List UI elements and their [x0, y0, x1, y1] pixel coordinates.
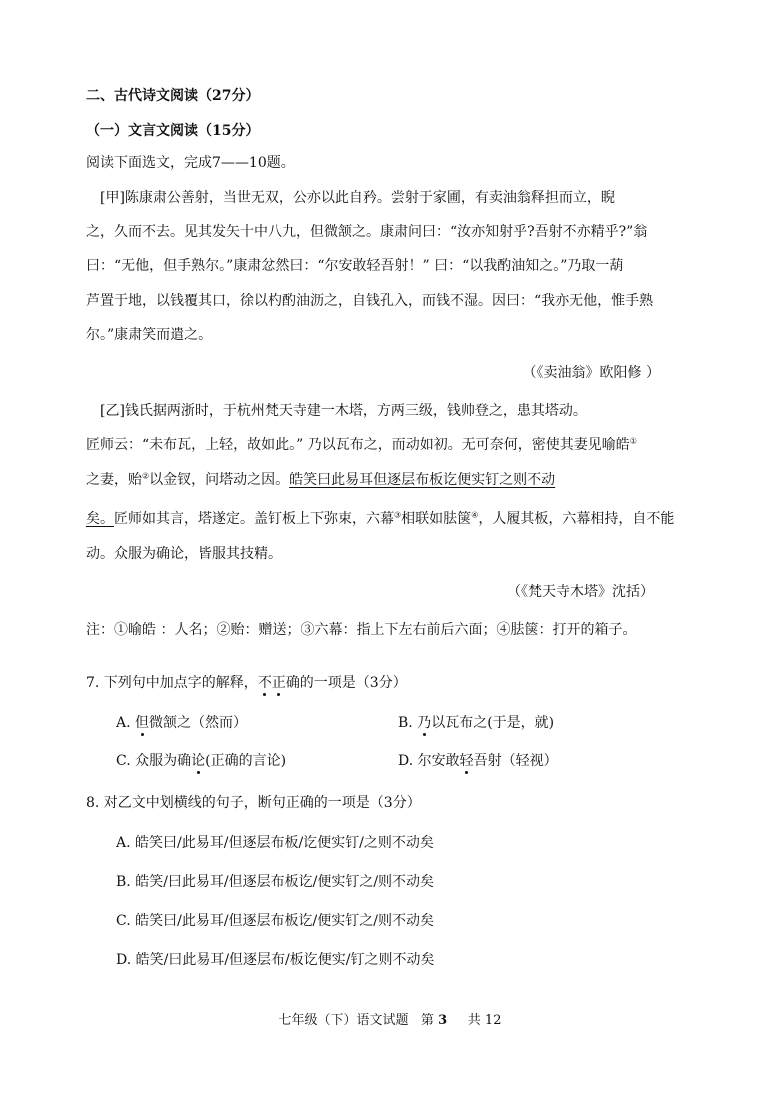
option-text: D. 尔安敢: [398, 753, 460, 769]
dotted-char: 轻: [459, 753, 474, 769]
instruction: 阅读下面选文，完成7——10题。: [86, 155, 295, 171]
passage-b-text: ，人履其板，六幕相持，自不能: [478, 511, 675, 527]
note-marker-3: ③: [394, 510, 402, 520]
option-text: (正确的言论): [205, 753, 287, 769]
note-marker-2: ②: [142, 471, 150, 481]
underlined-sentence-end: 矣。: [86, 511, 114, 527]
option-text: C. 众服为确: [116, 753, 192, 769]
footer-label: 七年级（下）语文试题: [278, 1013, 409, 1028]
question-8-stem: 8. 对乙文中划横线的句子，断句正确的一项是（3分）: [86, 795, 421, 811]
note-marker-4: ④: [471, 510, 479, 520]
q7-stem-text: 7. 下列句中加点字的解释，: [86, 675, 258, 691]
passage-a-source: （《卖油翁》欧阳修 ）: [522, 365, 660, 381]
annotations: 注：①喻皓 ：人名；②贻：赠送；③六幕：指上下左右前后六面；④胠箧：打开的箱子。: [86, 622, 637, 638]
passage-b-line: [乙]钱氏据两浙时，于杭州梵天寺建一木塔，方两三级，钱帅登之，患其塔动。: [100, 403, 587, 419]
passage-b-text: 相联如胠箧: [401, 511, 472, 527]
option-text: 微颔之（然而）: [149, 715, 248, 731]
page-footer: [0, 1012, 780, 1030]
dotted-char: 但: [135, 715, 150, 731]
passage-b-text: 匠师如其言，塔遂定。盖钉板上下弥束，六幕: [114, 511, 394, 527]
q7-option-a: [116, 713, 247, 733]
passage-b-line: 动。众服为确论，皆服其技精。: [86, 546, 282, 562]
question-7-stem: [86, 673, 407, 693]
dotted-char: 乃: [417, 715, 432, 731]
passage-b-text: 匠师云：“未布瓦，上轻，故如此。” 乃以瓦布之，而动如初。无可奈何，密使其妻见喻皓: [86, 437, 630, 453]
q7-stem-text: 确的一项是（3分）: [285, 675, 407, 691]
option-text: B.: [398, 715, 418, 731]
passage-b-line: [86, 435, 637, 455]
underlined-sentence: 皓笑曰此易耳但逐层布板讫便实钉之则不动: [289, 472, 556, 488]
q8-option-c: C. 皓笑曰/此易耳/但逐层布板讫/便实钉之/则不动矣: [116, 913, 434, 929]
footer-total-pages: 共 12: [467, 1013, 502, 1028]
dotted-char: 正: [271, 675, 286, 691]
passage-b-line: [86, 470, 555, 490]
passage-b-text: 之妻，贻: [86, 472, 142, 488]
subsection-title: （一）文言文阅读（15分）: [86, 123, 260, 139]
passage-a-line: 尔。”康肃笑而遣之。: [86, 327, 213, 343]
passage-a-line: 之，久而不去。见其发矢十中八九，但微颔之。康肃问曰：“汝亦知射乎?吾射不亦精乎?”翁: [86, 224, 648, 240]
dotted-char: 论: [191, 753, 206, 769]
passage-b-source: （《梵天寺木塔》沈括）: [507, 584, 654, 600]
footer-page-label: 第: [420, 1013, 434, 1028]
passage-a-line: 曰：“无他，但手熟尔。”康肃忿然曰：“尔安敢轻吾射！” 曰：“以我酌油知之。”乃取一葫: [86, 258, 624, 274]
section-title: 二、古代诗文阅读（27分）: [86, 88, 260, 104]
q7-option-d: [398, 751, 558, 771]
dotted-char: 不: [257, 675, 272, 691]
q8-option-d: D. 皓笑/曰此易耳/但逐层布/板讫便实/钉之则不动矣: [116, 952, 435, 968]
option-text: 吾射（轻视）: [473, 753, 558, 769]
note-marker-1: ①: [629, 436, 637, 446]
footer-page-number: 3: [438, 1013, 448, 1028]
option-text: A.: [116, 715, 136, 731]
passage-b-text: 以金钗，问塔动之因。: [149, 472, 290, 488]
q8-option-b: B. 皓笑/曰此易耳/但逐层布板讫/便实钉之/则不动矣: [116, 874, 435, 890]
passage-a-line: 芦置于地，以钱覆其口，徐以杓酌油沥之，自钱孔入，而钱不湿。因曰：“我亦无他，惟手熟: [86, 293, 654, 309]
option-text: 以瓦布之(于是，就): [431, 715, 555, 731]
q7-option-c: [116, 751, 286, 771]
q8-option-a: A. 皓笑曰/此易耳/但逐层布板/讫便实钉/之则不动矣: [116, 835, 434, 851]
passage-b-line: [86, 509, 674, 529]
passage-a-line: [甲]陈康肃公善射，当世无双，公亦以此自矜。尝射于家圃，有卖油翁释担而立，睨: [100, 190, 615, 206]
q7-option-b: [398, 713, 554, 733]
